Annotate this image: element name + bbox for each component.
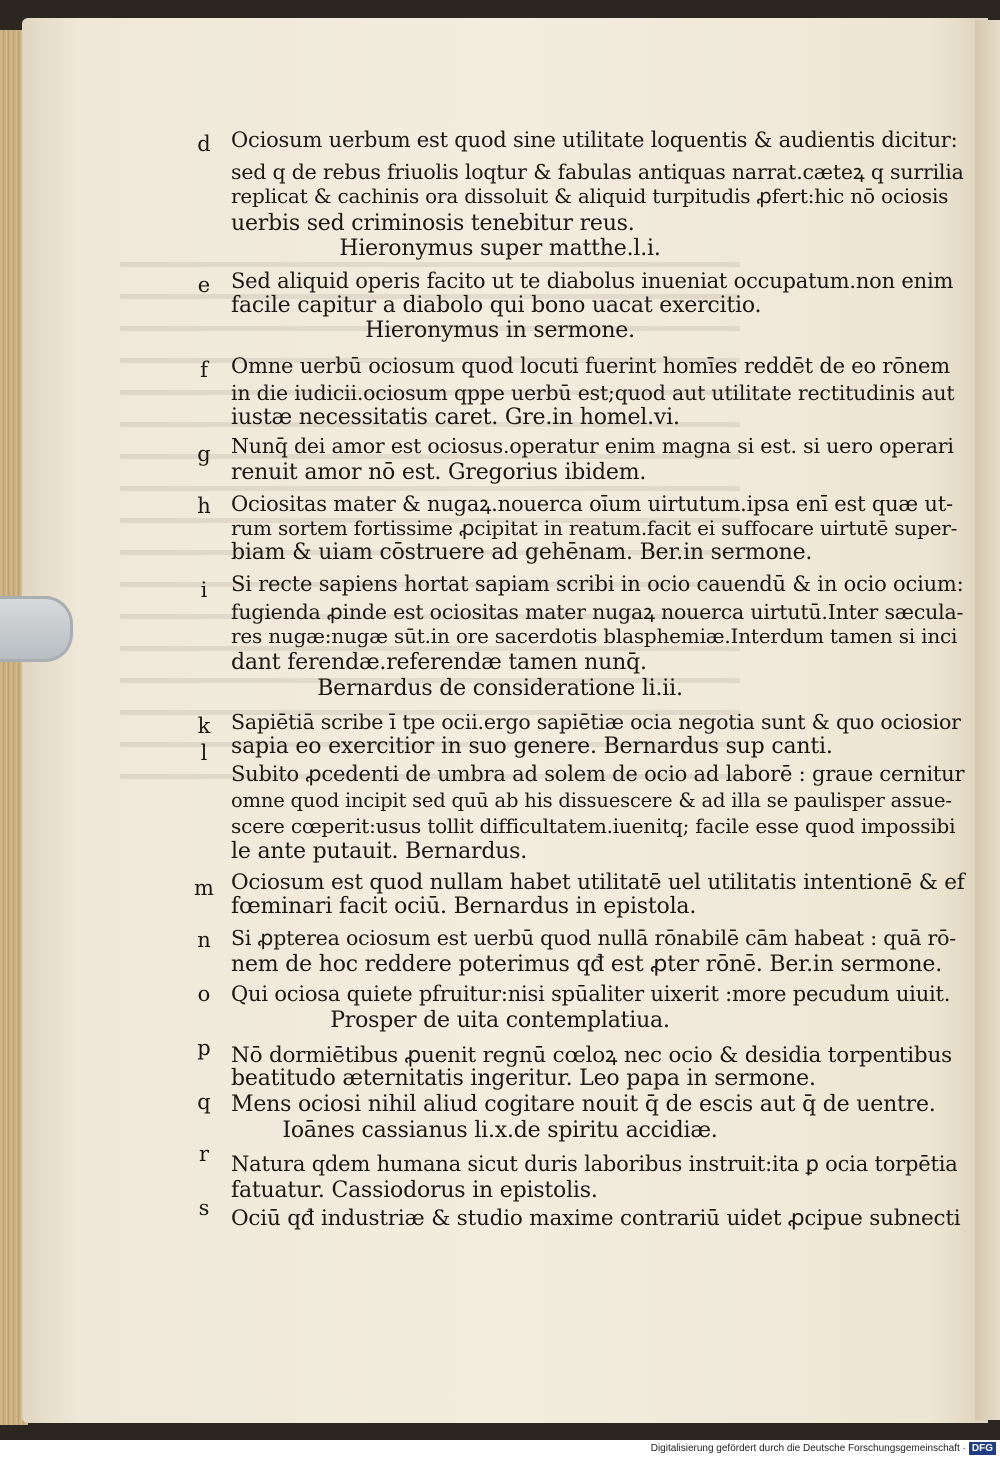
text-line: res nugæ:nugæ sūt.in ore sacerdotis blasphemiæ.Interdum tamen si inci bbox=[231, 624, 958, 648]
margin-letter: g bbox=[197, 442, 211, 466]
text-line: Ioānes cassianus li.x.de spiritu accidiæ. bbox=[282, 1118, 718, 1143]
margin-letter: i bbox=[200, 578, 208, 602]
text-line: Nunq̄ dei amor est ociosus.operatur enim magna si est. si uero operari bbox=[231, 434, 954, 458]
text-line: iustæ necessitatis caret. Gre.in homel.vi. bbox=[231, 405, 680, 430]
text-line: Sed aliquid operis facito ut te diabolus inueniat occupatum.non enim bbox=[231, 269, 954, 293]
margin-letter: l bbox=[200, 741, 208, 765]
margin-letter: p bbox=[197, 1036, 211, 1060]
text-line: Hieronymus in sermone. bbox=[365, 318, 635, 343]
text-line: Natura qdem humana sicut duris laboribus instruit:ita ꝑ ocia torpētia bbox=[231, 1152, 958, 1176]
text-line: sapia eo exercitior in suo genere. Bernardus sup canti. bbox=[231, 734, 833, 759]
text-line: Qui ociosa quiete pfruitur:nisi spūaliter uixerit :more pecudum uiuit. bbox=[231, 982, 951, 1006]
text-line: Ociosum uerbum est quod sine utilitate loquentis & audientis dicitur: bbox=[231, 128, 958, 152]
text-line: nem de hoc reddere poterimus qđ est ꝓter rōnē. Ber.in sermone. bbox=[231, 952, 943, 977]
facing-page-edge bbox=[975, 20, 1000, 1420]
text-line: Ociū qđ industriæ & studio maxime contrariū uidet ꝓcipue subnecti bbox=[231, 1206, 961, 1231]
margin-letter: n bbox=[197, 928, 211, 952]
text-line: in die iudicii.ociosum qppe uerbū est;quod aut utilitate rectitudinis aut bbox=[231, 381, 955, 405]
text-line: Hieronymus super matthe.l.i. bbox=[339, 236, 661, 261]
page-clip bbox=[0, 596, 73, 662]
text-line: Nō dormiētibus ꝓuenit regnū cœloꝝ nec ocio & desidia torpentibus bbox=[231, 1043, 952, 1068]
funding-footer bbox=[0, 1441, 996, 1457]
text-line: scere cœperit:usus tollit difficultatem.iuenitq; facile esse quod impossibi bbox=[231, 814, 956, 838]
text-line: sed q de rebus friuolis loqtur & fabulas antiquas narrat.cæteꝝ q surrilia bbox=[231, 160, 964, 184]
margin-letter: s bbox=[198, 1196, 210, 1220]
text-line: le ante putauit. Bernardus. bbox=[231, 839, 528, 864]
margin-letter: q bbox=[197, 1090, 211, 1114]
text-line: Omne uerbū ociosum quod locuti fuerint homīes reddēt de eo rōnem bbox=[231, 354, 950, 378]
text-line: fatuatur. Cassiodorus in epistolis. bbox=[231, 1178, 598, 1203]
text-line: facile capitur a diabolo qui bono uacat exercitio. bbox=[231, 293, 762, 318]
text-line: Sapiētiā scribe ī tpe ocii.ergo sapiētiæ ocia negotia sunt & quo ociosior bbox=[231, 710, 961, 734]
text-line: fugienda ꝓinde est ociositas mater nugaꝝ nouerca uirtutū.Inter sæcula- bbox=[231, 600, 964, 624]
margin-letter: r bbox=[198, 1142, 210, 1166]
text-line: renuit amor nō est. Gregorius ibidem. bbox=[231, 460, 647, 485]
text-line: omne quod incipit sed quū ab his dissuescere & ad illa se paulisper assue- bbox=[231, 789, 952, 812]
text-line: replicat & cachinis ora dissoluit & aliquid turpitudis ꝓfert:hic nō ociosis bbox=[231, 184, 949, 208]
margin-letter: e bbox=[197, 273, 211, 297]
text-line: Ociosum est quod nullam habet utilitatē uel utilitatis intentionē & ef bbox=[231, 870, 965, 895]
dfg-logo: DFG bbox=[969, 1442, 996, 1455]
text-line: fœminari facit ociū. Bernardus in epistola. bbox=[231, 894, 697, 919]
text-line: Prosper de uita contemplatiua. bbox=[330, 1008, 670, 1033]
margin-letter: h bbox=[197, 494, 211, 518]
margin-letter: f bbox=[200, 358, 208, 382]
margin-letter: d bbox=[197, 132, 211, 156]
text-line: Ociositas mater & nugaꝝ.nouerca oīum uirtutum.ipsa enī est quæ ut- bbox=[231, 492, 953, 516]
margin-letter: k bbox=[197, 714, 211, 738]
margin-letter: o bbox=[197, 982, 211, 1006]
text-line: uerbis sed criminosis tenebitur reus. bbox=[231, 211, 635, 236]
text-line: rum sortem fortissime ꝓcipitat in reatum.facit ei suffocare uirtutē super- bbox=[231, 516, 958, 540]
text-line: Mens ociosi nihil aliud cogitare nouit q̄ de escis aut q̄ de uentre. bbox=[231, 1092, 936, 1117]
text-line: Si ꝓpterea ociosum est uerbū quod nullā rōnabilē cām habeat : quā rō- bbox=[231, 926, 957, 950]
footer-text: Digitalisierung gefördert durch die Deutsche Forschungsgemeinschaft · bbox=[650, 1443, 966, 1454]
margin-letter: m bbox=[194, 876, 214, 900]
text-line: biam & uiam cōstruere ad gehēnam. Ber.in sermone. bbox=[231, 540, 813, 565]
text-line: Bernardus de consideratione li.ii. bbox=[317, 676, 683, 701]
text-line: dant ferendæ.referendæ tamen nunq̄. bbox=[231, 650, 647, 675]
text-line: Subito ꝓcedenti de umbra ad solem de ocio ad laborē : graue cernitur bbox=[231, 762, 965, 786]
text-line: beatitudo æternitatis ingeritur. Leo papa in sermone. bbox=[231, 1066, 816, 1091]
text-line: Si recte sapiens hortat sapiam scribi in ocio cauendū & in ocio ocium: bbox=[231, 572, 964, 596]
